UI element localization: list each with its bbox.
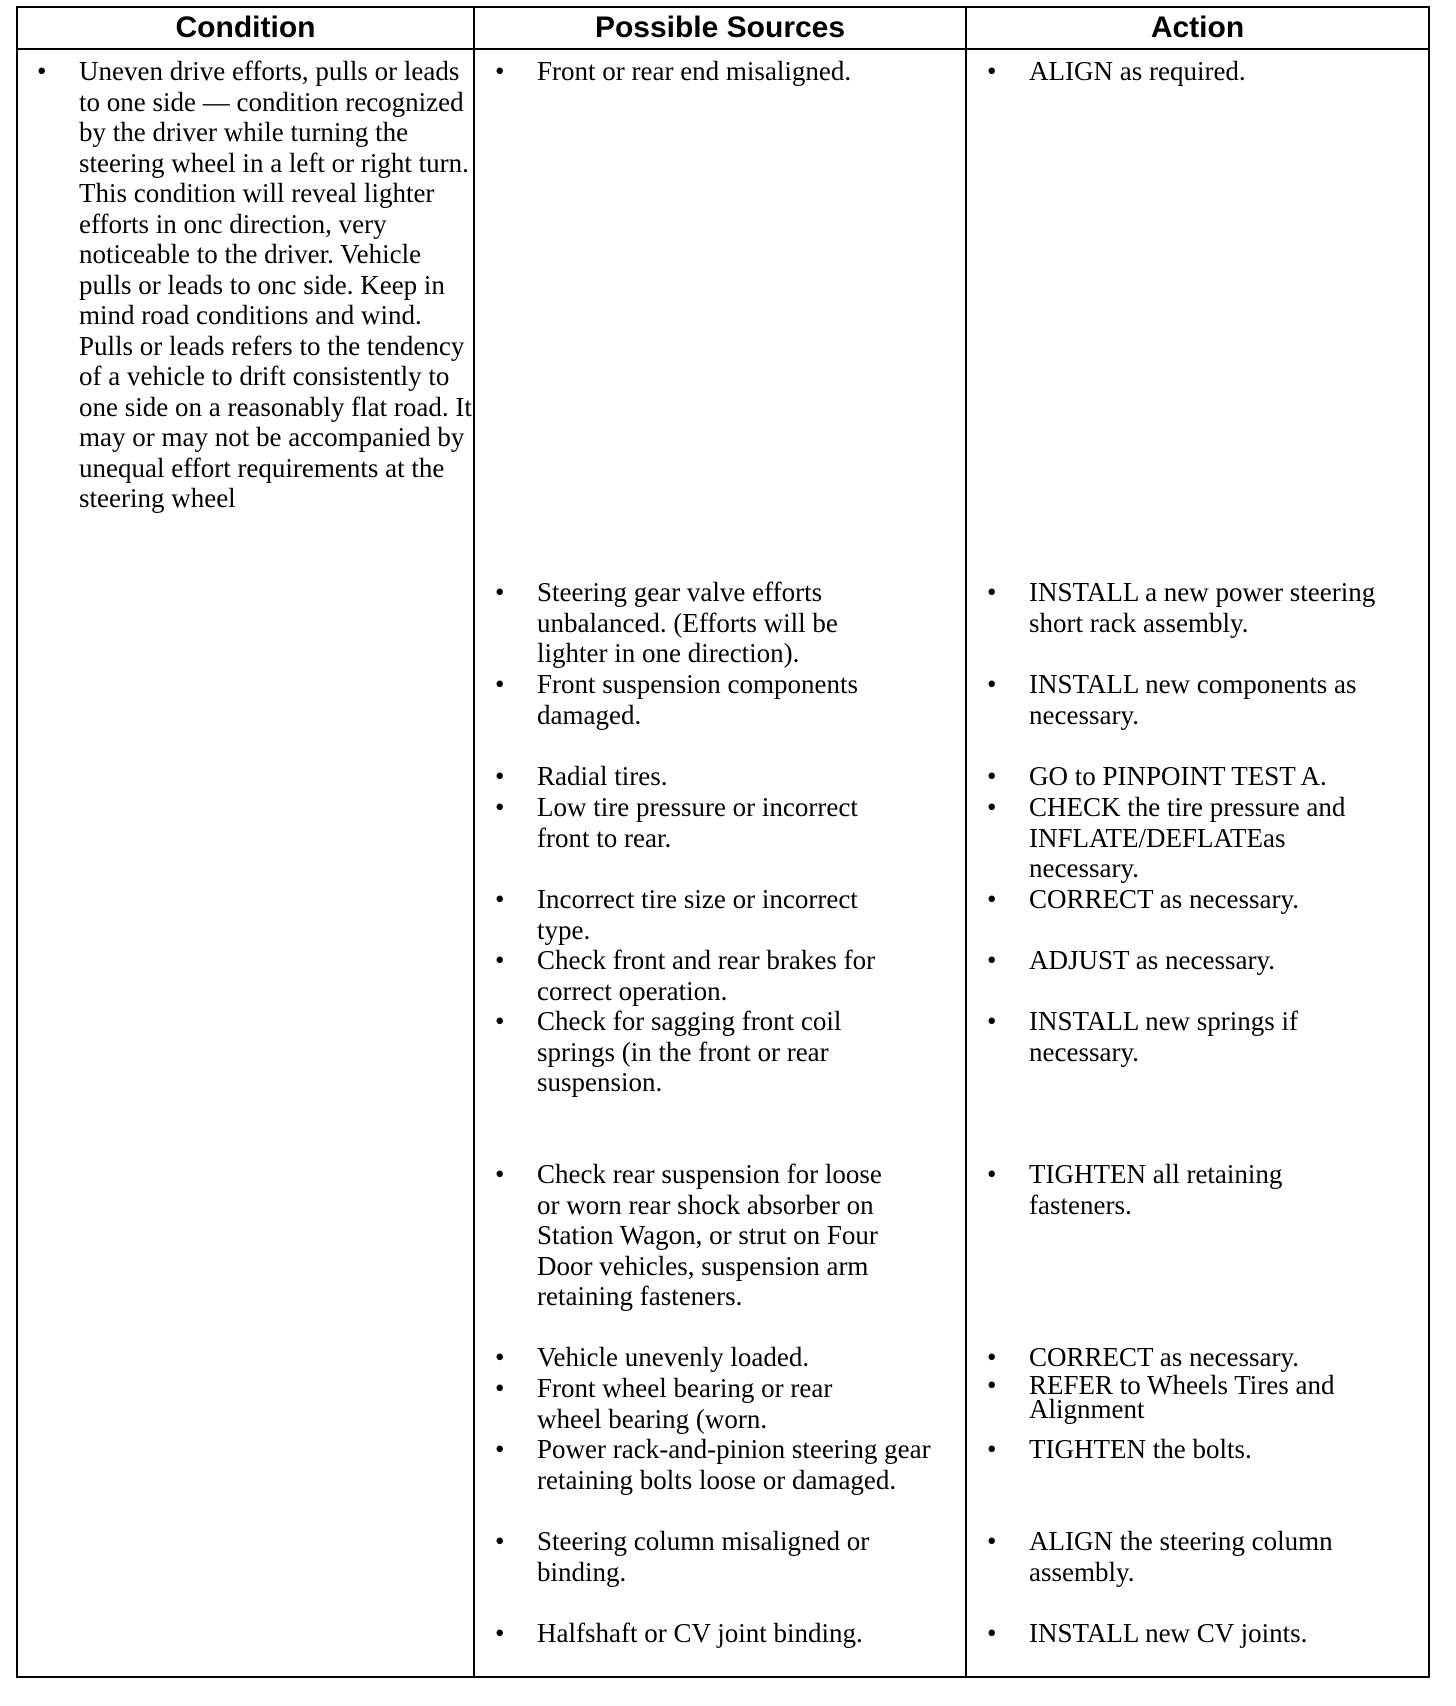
source-item — [495, 669, 917, 730]
bullet-icon: • — [495, 577, 505, 607]
source-item — [495, 577, 877, 669]
source-text: Incorrect tire size or incorrect type. — [537, 884, 858, 945]
action-text: TIGHTEN the bolts. — [1029, 1434, 1252, 1464]
action-item — [987, 1434, 1424, 1465]
action-item — [987, 1526, 1399, 1587]
bullet-icon: • — [987, 1526, 997, 1556]
bullet-icon: • — [495, 1434, 505, 1464]
action-text: TIGHTEN all retaining fasteners. — [1029, 1159, 1283, 1220]
header-possible-sources: Possible Sources — [594, 11, 846, 44]
source-item — [495, 1618, 957, 1649]
action-text: ALIGN as required. — [1029, 56, 1246, 86]
action-item — [987, 945, 1424, 976]
source-item — [495, 1006, 897, 1098]
bullet-icon: • — [495, 945, 505, 975]
troubleshooting-table — [16, 6, 1430, 1678]
action-text: CORRECT as necessary. — [1029, 1342, 1299, 1372]
action-item — [987, 792, 1399, 884]
source-text: Power rack-and-pinion steering gear retaining bolts loose or damaged. — [537, 1434, 931, 1495]
bullet-icon: • — [495, 884, 505, 914]
header-divider — [18, 48, 1428, 50]
source-item — [495, 1526, 957, 1587]
action-text: CHECK the tire pressure and INFLATE/DEFLATEas necessary. — [1029, 792, 1346, 883]
source-text: Check for sagging front coil springs (in the front or rear suspension. — [537, 1006, 842, 1097]
condition-item — [37, 56, 479, 514]
bullet-icon: • — [987, 1006, 997, 1036]
bullet-icon: • — [495, 1373, 505, 1403]
bullet-icon: • — [495, 1342, 505, 1372]
action-item — [987, 1159, 1329, 1220]
header-action: Action — [1150, 11, 1245, 44]
action-text: INSTALL new CV joints. — [1029, 1618, 1308, 1648]
source-text: Radial tires. — [537, 761, 668, 791]
bullet-icon: • — [495, 1006, 505, 1036]
source-text: Steering gear valve efforts unbalanced. (Efforts will be lighter in one direction). — [537, 577, 838, 668]
bullet-icon: • — [987, 577, 997, 607]
bullet-icon: • — [495, 1618, 505, 1648]
source-item — [495, 792, 917, 853]
action-text: INSTALL new components as necessary. — [1029, 669, 1357, 730]
bullet-icon: • — [987, 1370, 997, 1400]
bullet-icon: • — [987, 1159, 997, 1189]
source-item — [495, 1373, 897, 1434]
source-item — [495, 56, 957, 87]
action-item — [987, 577, 1409, 638]
action-text: INSTALL new springs if necessary. — [1029, 1006, 1299, 1067]
action-item — [987, 884, 1424, 915]
action-item — [987, 761, 1424, 792]
condition-text: Uneven drive efforts, pulls or leads to one side — condition recognized by the driver while turning the steering wheel in a left or right turn. This condition will reveal lighter efforts in onc direction, very noticeable to the driver. Vehicle pulls or leads to onc side. Keep in mind road conditions and wind. Pulls or leads refers to the tendency of a vehicle to drift consistently to one side on a reasonably flat road. It may or may not be accompanied by unequal effort requirements at the steering wheel — [79, 56, 472, 513]
source-item — [495, 945, 937, 1006]
bullet-icon: • — [987, 761, 997, 791]
source-item — [495, 1159, 902, 1312]
bullet-icon: • — [987, 792, 997, 822]
action-item — [987, 56, 1424, 87]
action-text: INSTALL a new power steering short rack assembly. — [1029, 577, 1376, 638]
bullet-icon: • — [495, 56, 505, 86]
bullet-icon: • — [987, 945, 997, 975]
source-item — [495, 1434, 942, 1495]
bullet-icon: • — [495, 1526, 505, 1556]
bullet-icon: • — [495, 761, 505, 791]
bullet-icon: • — [37, 56, 47, 86]
source-text: Front or rear end misaligned. — [537, 56, 852, 86]
source-text: Vehicle unevenly loaded. — [537, 1342, 810, 1372]
column-divider-2 — [965, 8, 967, 1676]
action-item — [987, 1370, 1389, 1424]
bullet-icon: • — [495, 669, 505, 699]
source-text: Check front and rear brakes for correct operation. — [537, 945, 876, 1006]
action-item — [987, 669, 1424, 730]
bullet-icon: • — [987, 669, 997, 699]
source-text: Halfshaft or CV joint binding. — [537, 1618, 863, 1648]
bullet-icon: • — [987, 56, 997, 86]
source-text: Front wheel bearing or rear wheel bearing (worn. — [537, 1373, 833, 1434]
action-text: ADJUST as necessary. — [1029, 945, 1275, 975]
action-text: CORRECT as necessary. — [1029, 884, 1299, 914]
action-item — [987, 1618, 1424, 1649]
source-text: Check rear suspension for loose or worn rear shock absorber on Station Wagon, or strut on Four Door vehicles, suspension arm retaining fasteners. — [537, 1159, 882, 1311]
source-text: Steering column misaligned or binding. — [537, 1526, 870, 1587]
bullet-icon: • — [987, 1434, 997, 1464]
source-text: Low tire pressure or incorrect front to rear. — [537, 792, 858, 853]
source-item — [495, 1342, 957, 1373]
bullet-icon: • — [987, 1618, 997, 1648]
action-text: ALIGN the steering column assembly. — [1029, 1526, 1333, 1587]
header-condition: Condition — [175, 11, 316, 44]
bullet-icon: • — [495, 792, 505, 822]
bullet-icon: • — [987, 884, 997, 914]
action-item — [987, 1006, 1359, 1067]
source-item — [495, 884, 917, 945]
source-text: Front suspension components damaged. — [537, 669, 858, 730]
bullet-icon: • — [495, 1159, 505, 1189]
bullet-icon: • — [987, 1342, 997, 1372]
source-item — [495, 761, 957, 792]
action-text: GO to PINPOINT TEST A. — [1029, 761, 1327, 791]
action-text: REFER to Wheels Tires and Alignment — [1029, 1370, 1335, 1424]
action-item — [987, 1342, 1424, 1373]
